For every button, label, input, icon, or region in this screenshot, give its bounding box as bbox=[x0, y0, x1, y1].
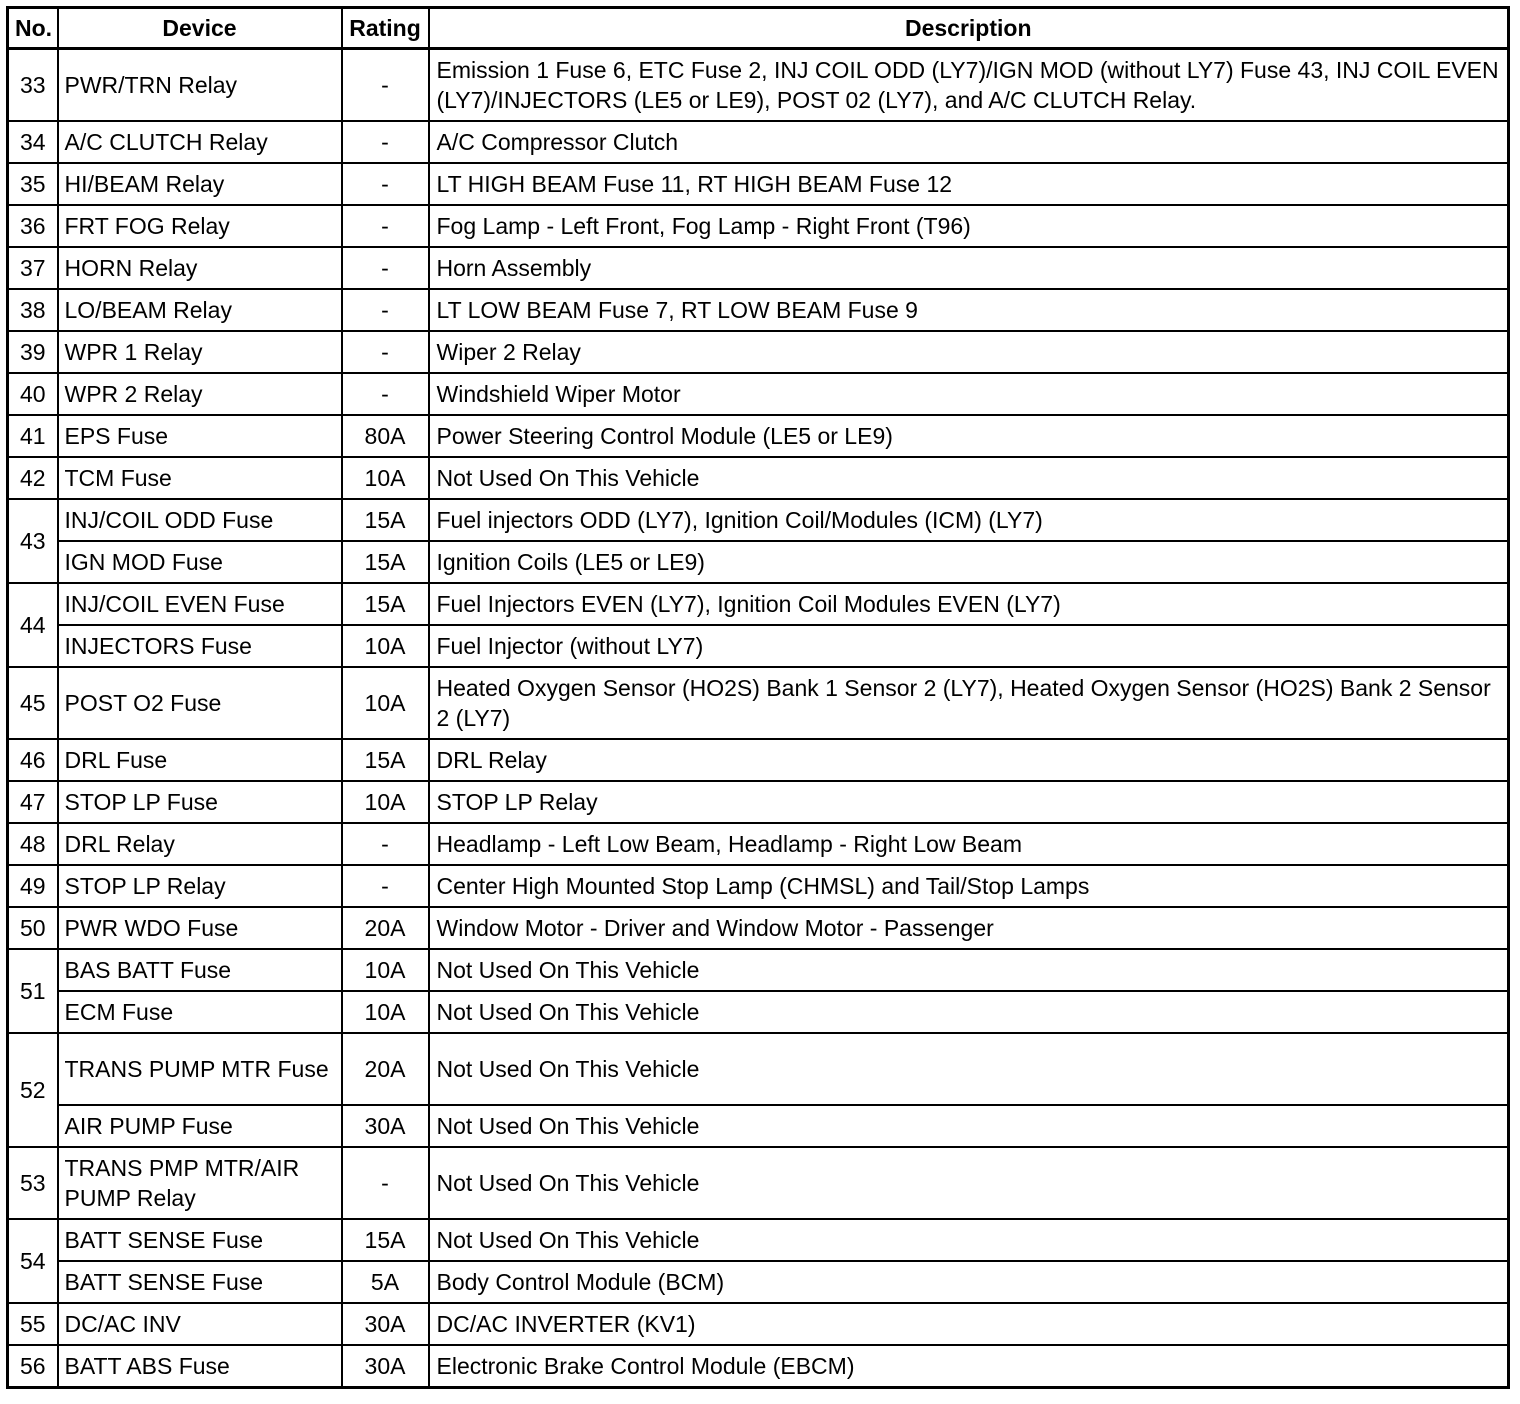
cell-rating: - bbox=[342, 373, 429, 415]
cell-device: A/C CLUTCH Relay bbox=[58, 121, 342, 163]
cell-rating: - bbox=[342, 121, 429, 163]
cell-no: 52 bbox=[8, 1033, 58, 1147]
cell-device: DRL Fuse bbox=[58, 739, 342, 781]
table-row bbox=[8, 121, 1509, 163]
cell-rating: 30A bbox=[342, 1345, 429, 1388]
cell-device: INJECTORS Fuse bbox=[58, 625, 342, 667]
cell-rating: - bbox=[342, 49, 429, 122]
cell-no: 51 bbox=[8, 949, 58, 1033]
table-row bbox=[8, 331, 1509, 373]
cell-description: Not Used On This Vehicle bbox=[429, 1033, 1509, 1105]
cell-device: TRANS PMP MTR/AIR PUMP Relay bbox=[58, 1147, 342, 1219]
cell-rating: 15A bbox=[342, 541, 429, 583]
cell-description: Not Used On This Vehicle bbox=[429, 1147, 1509, 1219]
cell-description: STOP LP Relay bbox=[429, 781, 1509, 823]
cell-device: INJ/COIL ODD Fuse bbox=[58, 499, 342, 541]
cell-device: WPR 1 Relay bbox=[58, 331, 342, 373]
cell-description: Emission 1 Fuse 6, ETC Fuse 2, INJ COIL ODD (LY7)/IGN MOD (without LY7) Fuse 43, INJ COIL EVEN (LY7)/INJECTORS (LE5 or LE9), POST 02 (LY7), and A/C CLUTCH Relay. bbox=[429, 49, 1509, 122]
cell-device: IGN MOD Fuse bbox=[58, 541, 342, 583]
cell-no: 45 bbox=[8, 667, 58, 739]
column-header-no: No. bbox=[8, 8, 58, 49]
table-row bbox=[8, 1219, 1509, 1261]
table-row bbox=[8, 1147, 1509, 1219]
cell-rating: 15A bbox=[342, 499, 429, 541]
cell-no: 54 bbox=[8, 1219, 58, 1303]
cell-device: PWR WDO Fuse bbox=[58, 907, 342, 949]
cell-device: TCM Fuse bbox=[58, 457, 342, 499]
cell-no: 49 bbox=[8, 865, 58, 907]
table-row bbox=[8, 163, 1509, 205]
cell-no: 40 bbox=[8, 373, 58, 415]
cell-description: Windshield Wiper Motor bbox=[429, 373, 1509, 415]
cell-description: Fuel Injector (without LY7) bbox=[429, 625, 1509, 667]
cell-device: BATT SENSE Fuse bbox=[58, 1261, 342, 1303]
cell-description: Wiper 2 Relay bbox=[429, 331, 1509, 373]
table-row bbox=[8, 1345, 1509, 1388]
cell-description: Center High Mounted Stop Lamp (CHMSL) and Tail/Stop Lamps bbox=[429, 865, 1509, 907]
table-row bbox=[8, 541, 1509, 583]
cell-rating: 10A bbox=[342, 667, 429, 739]
cell-device: DC/AC INV bbox=[58, 1303, 342, 1345]
cell-no: 37 bbox=[8, 247, 58, 289]
table-row bbox=[8, 49, 1509, 122]
table-row bbox=[8, 667, 1509, 739]
cell-description: Not Used On This Vehicle bbox=[429, 1219, 1509, 1261]
cell-device: BAS BATT Fuse bbox=[58, 949, 342, 991]
cell-device: LO/BEAM Relay bbox=[58, 289, 342, 331]
cell-rating: - bbox=[342, 1147, 429, 1219]
cell-device: HORN Relay bbox=[58, 247, 342, 289]
cell-no: 34 bbox=[8, 121, 58, 163]
cell-rating: 10A bbox=[342, 457, 429, 499]
cell-rating: 10A bbox=[342, 949, 429, 991]
cell-device: HI/BEAM Relay bbox=[58, 163, 342, 205]
cell-description: Not Used On This Vehicle bbox=[429, 1105, 1509, 1147]
table-row bbox=[8, 1033, 1509, 1105]
cell-rating: - bbox=[342, 289, 429, 331]
cell-description: Not Used On This Vehicle bbox=[429, 991, 1509, 1033]
table-row bbox=[8, 499, 1509, 541]
cell-rating: 10A bbox=[342, 625, 429, 667]
table-row bbox=[8, 1261, 1509, 1303]
cell-no: 33 bbox=[8, 49, 58, 122]
column-header-rating: Rating bbox=[342, 8, 429, 49]
cell-rating: 15A bbox=[342, 739, 429, 781]
cell-rating: - bbox=[342, 205, 429, 247]
cell-device: DRL Relay bbox=[58, 823, 342, 865]
table-row bbox=[8, 373, 1509, 415]
cell-device: POST O2 Fuse bbox=[58, 667, 342, 739]
cell-device: ECM Fuse bbox=[58, 991, 342, 1033]
cell-no: 53 bbox=[8, 1147, 58, 1219]
cell-rating: 5A bbox=[342, 1261, 429, 1303]
cell-rating: 10A bbox=[342, 781, 429, 823]
cell-description: Body Control Module (BCM) bbox=[429, 1261, 1509, 1303]
cell-rating: 80A bbox=[342, 415, 429, 457]
cell-rating: 15A bbox=[342, 583, 429, 625]
cell-device: FRT FOG Relay bbox=[58, 205, 342, 247]
table-row bbox=[8, 583, 1509, 625]
cell-rating: 30A bbox=[342, 1303, 429, 1345]
table-row bbox=[8, 457, 1509, 499]
cell-description: DRL Relay bbox=[429, 739, 1509, 781]
table-row bbox=[8, 415, 1509, 457]
cell-no: 55 bbox=[8, 1303, 58, 1345]
cell-description: LT HIGH BEAM Fuse 11, RT HIGH BEAM Fuse 12 bbox=[429, 163, 1509, 205]
cell-description: Fog Lamp - Left Front, Fog Lamp - Right Front (T96) bbox=[429, 205, 1509, 247]
cell-device: BATT ABS Fuse bbox=[58, 1345, 342, 1388]
cell-description: Headlamp - Left Low Beam, Headlamp - Right Low Beam bbox=[429, 823, 1509, 865]
cell-device: AIR PUMP Fuse bbox=[58, 1105, 342, 1147]
cell-rating: 15A bbox=[342, 1219, 429, 1261]
cell-device: TRANS PUMP MTR Fuse bbox=[58, 1033, 342, 1105]
table-row bbox=[8, 823, 1509, 865]
table-row bbox=[8, 205, 1509, 247]
cell-rating: 20A bbox=[342, 1033, 429, 1105]
table-row bbox=[8, 781, 1509, 823]
table-row bbox=[8, 1303, 1509, 1345]
cell-device: PWR/TRN Relay bbox=[58, 49, 342, 122]
cell-description: DC/AC INVERTER (KV1) bbox=[429, 1303, 1509, 1345]
cell-device: INJ/COIL EVEN Fuse bbox=[58, 583, 342, 625]
table-row bbox=[8, 991, 1509, 1033]
table-row bbox=[8, 1105, 1509, 1147]
cell-no: 48 bbox=[8, 823, 58, 865]
cell-description: A/C Compressor Clutch bbox=[429, 121, 1509, 163]
cell-device: EPS Fuse bbox=[58, 415, 342, 457]
cell-device: BATT SENSE Fuse bbox=[58, 1219, 342, 1261]
cell-device: STOP LP Fuse bbox=[58, 781, 342, 823]
cell-no: 36 bbox=[8, 205, 58, 247]
cell-rating: - bbox=[342, 163, 429, 205]
table-row bbox=[8, 949, 1509, 991]
cell-description: Not Used On This Vehicle bbox=[429, 457, 1509, 499]
table-row bbox=[8, 625, 1509, 667]
column-header-device: Device bbox=[58, 8, 342, 49]
cell-device: WPR 2 Relay bbox=[58, 373, 342, 415]
table-body bbox=[8, 49, 1509, 1388]
cell-no: 56 bbox=[8, 1345, 58, 1388]
fuse-relay-table bbox=[6, 6, 1510, 1389]
cell-description: Fuel Injectors EVEN (LY7), Ignition Coil Modules EVEN (LY7) bbox=[429, 583, 1509, 625]
cell-description: Horn Assembly bbox=[429, 247, 1509, 289]
cell-rating: - bbox=[342, 247, 429, 289]
cell-description: Window Motor - Driver and Window Motor - Passenger bbox=[429, 907, 1509, 949]
cell-no: 44 bbox=[8, 583, 58, 667]
cell-device: STOP LP Relay bbox=[58, 865, 342, 907]
cell-no: 43 bbox=[8, 499, 58, 583]
cell-rating: - bbox=[342, 331, 429, 373]
cell-rating: - bbox=[342, 823, 429, 865]
cell-description: LT LOW BEAM Fuse 7, RT LOW BEAM Fuse 9 bbox=[429, 289, 1509, 331]
table-row bbox=[8, 865, 1509, 907]
cell-description: Power Steering Control Module (LE5 or LE9) bbox=[429, 415, 1509, 457]
table-row bbox=[8, 907, 1509, 949]
cell-no: 47 bbox=[8, 781, 58, 823]
cell-no: 41 bbox=[8, 415, 58, 457]
cell-no: 50 bbox=[8, 907, 58, 949]
cell-description: Not Used On This Vehicle bbox=[429, 949, 1509, 991]
cell-description: Ignition Coils (LE5 or LE9) bbox=[429, 541, 1509, 583]
table-row bbox=[8, 289, 1509, 331]
cell-description: Heated Oxygen Sensor (HO2S) Bank 1 Sensor 2 (LY7), Heated Oxygen Sensor (HO2S) Bank 2 Sensor 2 (LY7) bbox=[429, 667, 1509, 739]
cell-rating: 10A bbox=[342, 991, 429, 1033]
cell-rating: - bbox=[342, 865, 429, 907]
cell-no: 35 bbox=[8, 163, 58, 205]
column-header-description: Description bbox=[429, 8, 1509, 49]
cell-no: 39 bbox=[8, 331, 58, 373]
cell-rating: 30A bbox=[342, 1105, 429, 1147]
cell-no: 38 bbox=[8, 289, 58, 331]
cell-no: 46 bbox=[8, 739, 58, 781]
cell-description: Electronic Brake Control Module (EBCM) bbox=[429, 1345, 1509, 1388]
table-row bbox=[8, 739, 1509, 781]
cell-no: 42 bbox=[8, 457, 58, 499]
cell-rating: 20A bbox=[342, 907, 429, 949]
header-row bbox=[8, 8, 1509, 49]
table-row bbox=[8, 247, 1509, 289]
cell-description: Fuel injectors ODD (LY7), Ignition Coil/Modules (ICM) (LY7) bbox=[429, 499, 1509, 541]
